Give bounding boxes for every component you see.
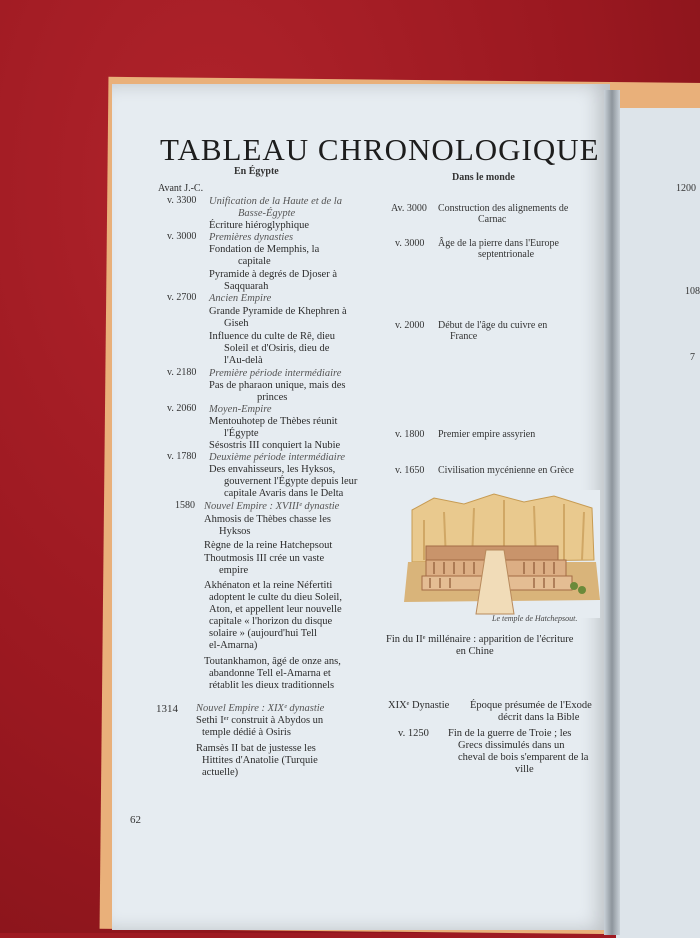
egypt-event: Moyen-Empire (209, 404, 272, 415)
world-event: Grecs dissimulés dans un (458, 740, 565, 751)
egypt-event: Aton, et appellent leur nouvelle (209, 604, 342, 615)
world-event: cheval de bois s'emparent de la (458, 752, 589, 763)
egypt-event: Hyksos (219, 526, 251, 537)
egypt-event: Fondation de Memphis, la (209, 244, 320, 255)
page-title: TABLEAU CHRONOLOGIQUE (160, 132, 600, 167)
egypt-date: v. 3000 (167, 231, 197, 242)
world-event: Carnac (478, 214, 507, 225)
egypt-event: gouvernent l'Égypte depuis leur (224, 476, 358, 487)
world-date: XIXᵉ Dynastie (388, 700, 450, 711)
world-date: v. 3000 (395, 238, 425, 249)
facing-page-number: 1200 (676, 183, 696, 194)
egypt-date: v. 3300 (167, 195, 197, 206)
illustration-caption: Le temple de Hatchepsout. (492, 614, 578, 623)
egypt-event: Pyramide à degrés de Djoser à (209, 269, 337, 280)
egypt-event: solaire » (aujourd'hui Tell (209, 628, 317, 639)
egypt-event: Sésostris III conquiert la Nubie (209, 440, 341, 451)
temple-illustration (404, 490, 600, 618)
egypt-event: capitale (238, 256, 271, 267)
egypt-event: princes (257, 392, 288, 403)
world-event: en Chine (456, 646, 494, 657)
egypt-event: Thoutmosis III crée un vaste (204, 553, 325, 564)
world-date: Av. 3000 (391, 203, 427, 214)
egypt-event: Pas de pharaon unique, mais des (209, 380, 346, 391)
egypt-event: rétablit les dieux traditionnels (209, 680, 335, 691)
egypt-event: Ancien Empire (209, 293, 272, 304)
egypt-event: Hittites d'Anatolie (Turquie (202, 755, 318, 766)
column-header-egypt: En Égypte (234, 166, 279, 177)
egypt-event: el-Amarna) (209, 640, 258, 651)
egypt-event: capitale Avaris dans le Delta (224, 488, 344, 499)
world-event: Fin du IIᵉ millénaire : apparition de l'écriture (386, 634, 574, 645)
world-event: France (450, 331, 478, 342)
egypt-event: Ahmosis de Thèbes chasse les (204, 514, 331, 525)
world-event: Construction des alignements de (438, 203, 569, 214)
egypt-event: Sethi Iᵉʳ construit à Abydos un (196, 715, 324, 726)
world-event: Fin de la guerre de Troie ; les (448, 728, 572, 739)
egypt-event: Akhénaton et la reine Néfertiti (204, 580, 333, 591)
egypt-event: Basse-Égypte (238, 208, 296, 219)
egypt-date: v. 1780 (167, 451, 197, 462)
egypt-event: Premières dynasties (209, 232, 294, 243)
egypt-event: Soleil et d'Osiris, dieu de (224, 343, 330, 354)
egypt-event: capitale « l'horizon du disque (209, 616, 333, 627)
egypt-event: Unification de la Haute et de la (209, 196, 342, 207)
facing-page (616, 108, 700, 938)
world-event: Âge de la pierre dans l'Europe (438, 238, 559, 249)
world-event: Début de l'âge du cuivre en (438, 320, 548, 331)
egypt-date: v. 2700 (167, 292, 197, 303)
egypt-event: Giseh (224, 318, 249, 329)
egypt-date: 1580 (175, 500, 195, 511)
era-label: Avant J.-C. (158, 183, 204, 194)
world-event: décrit dans la Bible (498, 712, 580, 723)
egypt-event: empire (219, 565, 249, 576)
world-date: v. 1800 (395, 429, 425, 440)
egypt-event: Règne de la reine Hatchepsout (204, 540, 333, 551)
facing-page-number: 7 (690, 352, 695, 363)
egypt-date: v. 2060 (167, 403, 197, 414)
egypt-date: v. 2180 (167, 367, 197, 378)
world-date: v. 1250 (398, 728, 429, 739)
egypt-event: Première période intermédiaire (209, 368, 342, 379)
egypt-event: Influence du culte de Rê, dieu (209, 331, 335, 342)
egypt-event: Grande Pyramide de Khephren à (209, 306, 347, 317)
egypt-event: actuelle) (202, 767, 239, 778)
world-event: septentrionale (478, 249, 535, 260)
column-header-world: Dans le monde (452, 172, 515, 183)
egypt-event: Écriture hiéroglyphique (209, 220, 310, 231)
egypt-event: Des envahisseurs, les Hyksos, (209, 464, 336, 475)
egypt-event: adoptent le culte du dieu Soleil, (209, 592, 342, 603)
egypt-event: l'Égypte (224, 428, 259, 439)
egypt-event: Mentouhotep de Thèbes réunit (209, 416, 338, 427)
book-gutter (604, 90, 620, 935)
world-date: v. 1650 (395, 465, 425, 476)
world-date: v. 2000 (395, 320, 425, 331)
facing-page-number: 108 (685, 286, 700, 297)
egypt-event: Nouvel Empire : XVIIIᵉ dynastie (204, 501, 340, 512)
world-event: Civilisation mycénienne en Grèce (438, 465, 574, 476)
egypt-event: Toutankhamon, âgé de onze ans, (204, 656, 341, 667)
egypt-event: abandonne Tell el-Amarna et (209, 668, 331, 679)
egypt-event: l'Au-delà (224, 355, 263, 366)
egypt-date: 1314 (156, 703, 178, 715)
world-event: ville (515, 764, 534, 775)
egypt-event: temple dédié à Osiris (202, 727, 291, 738)
egypt-event: Ramsès II bat de justesse les (196, 743, 316, 754)
world-event: Premier empire assyrien (438, 429, 536, 440)
egypt-event: Saqquarah (224, 281, 269, 292)
world-event: Époque présumée de l'Exode (470, 700, 592, 711)
page-number: 62 (130, 814, 141, 826)
egypt-event: Nouvel Empire : XIXᵉ dynastie (196, 703, 325, 714)
egypt-event: Deuxième période intermédiaire (209, 452, 346, 463)
